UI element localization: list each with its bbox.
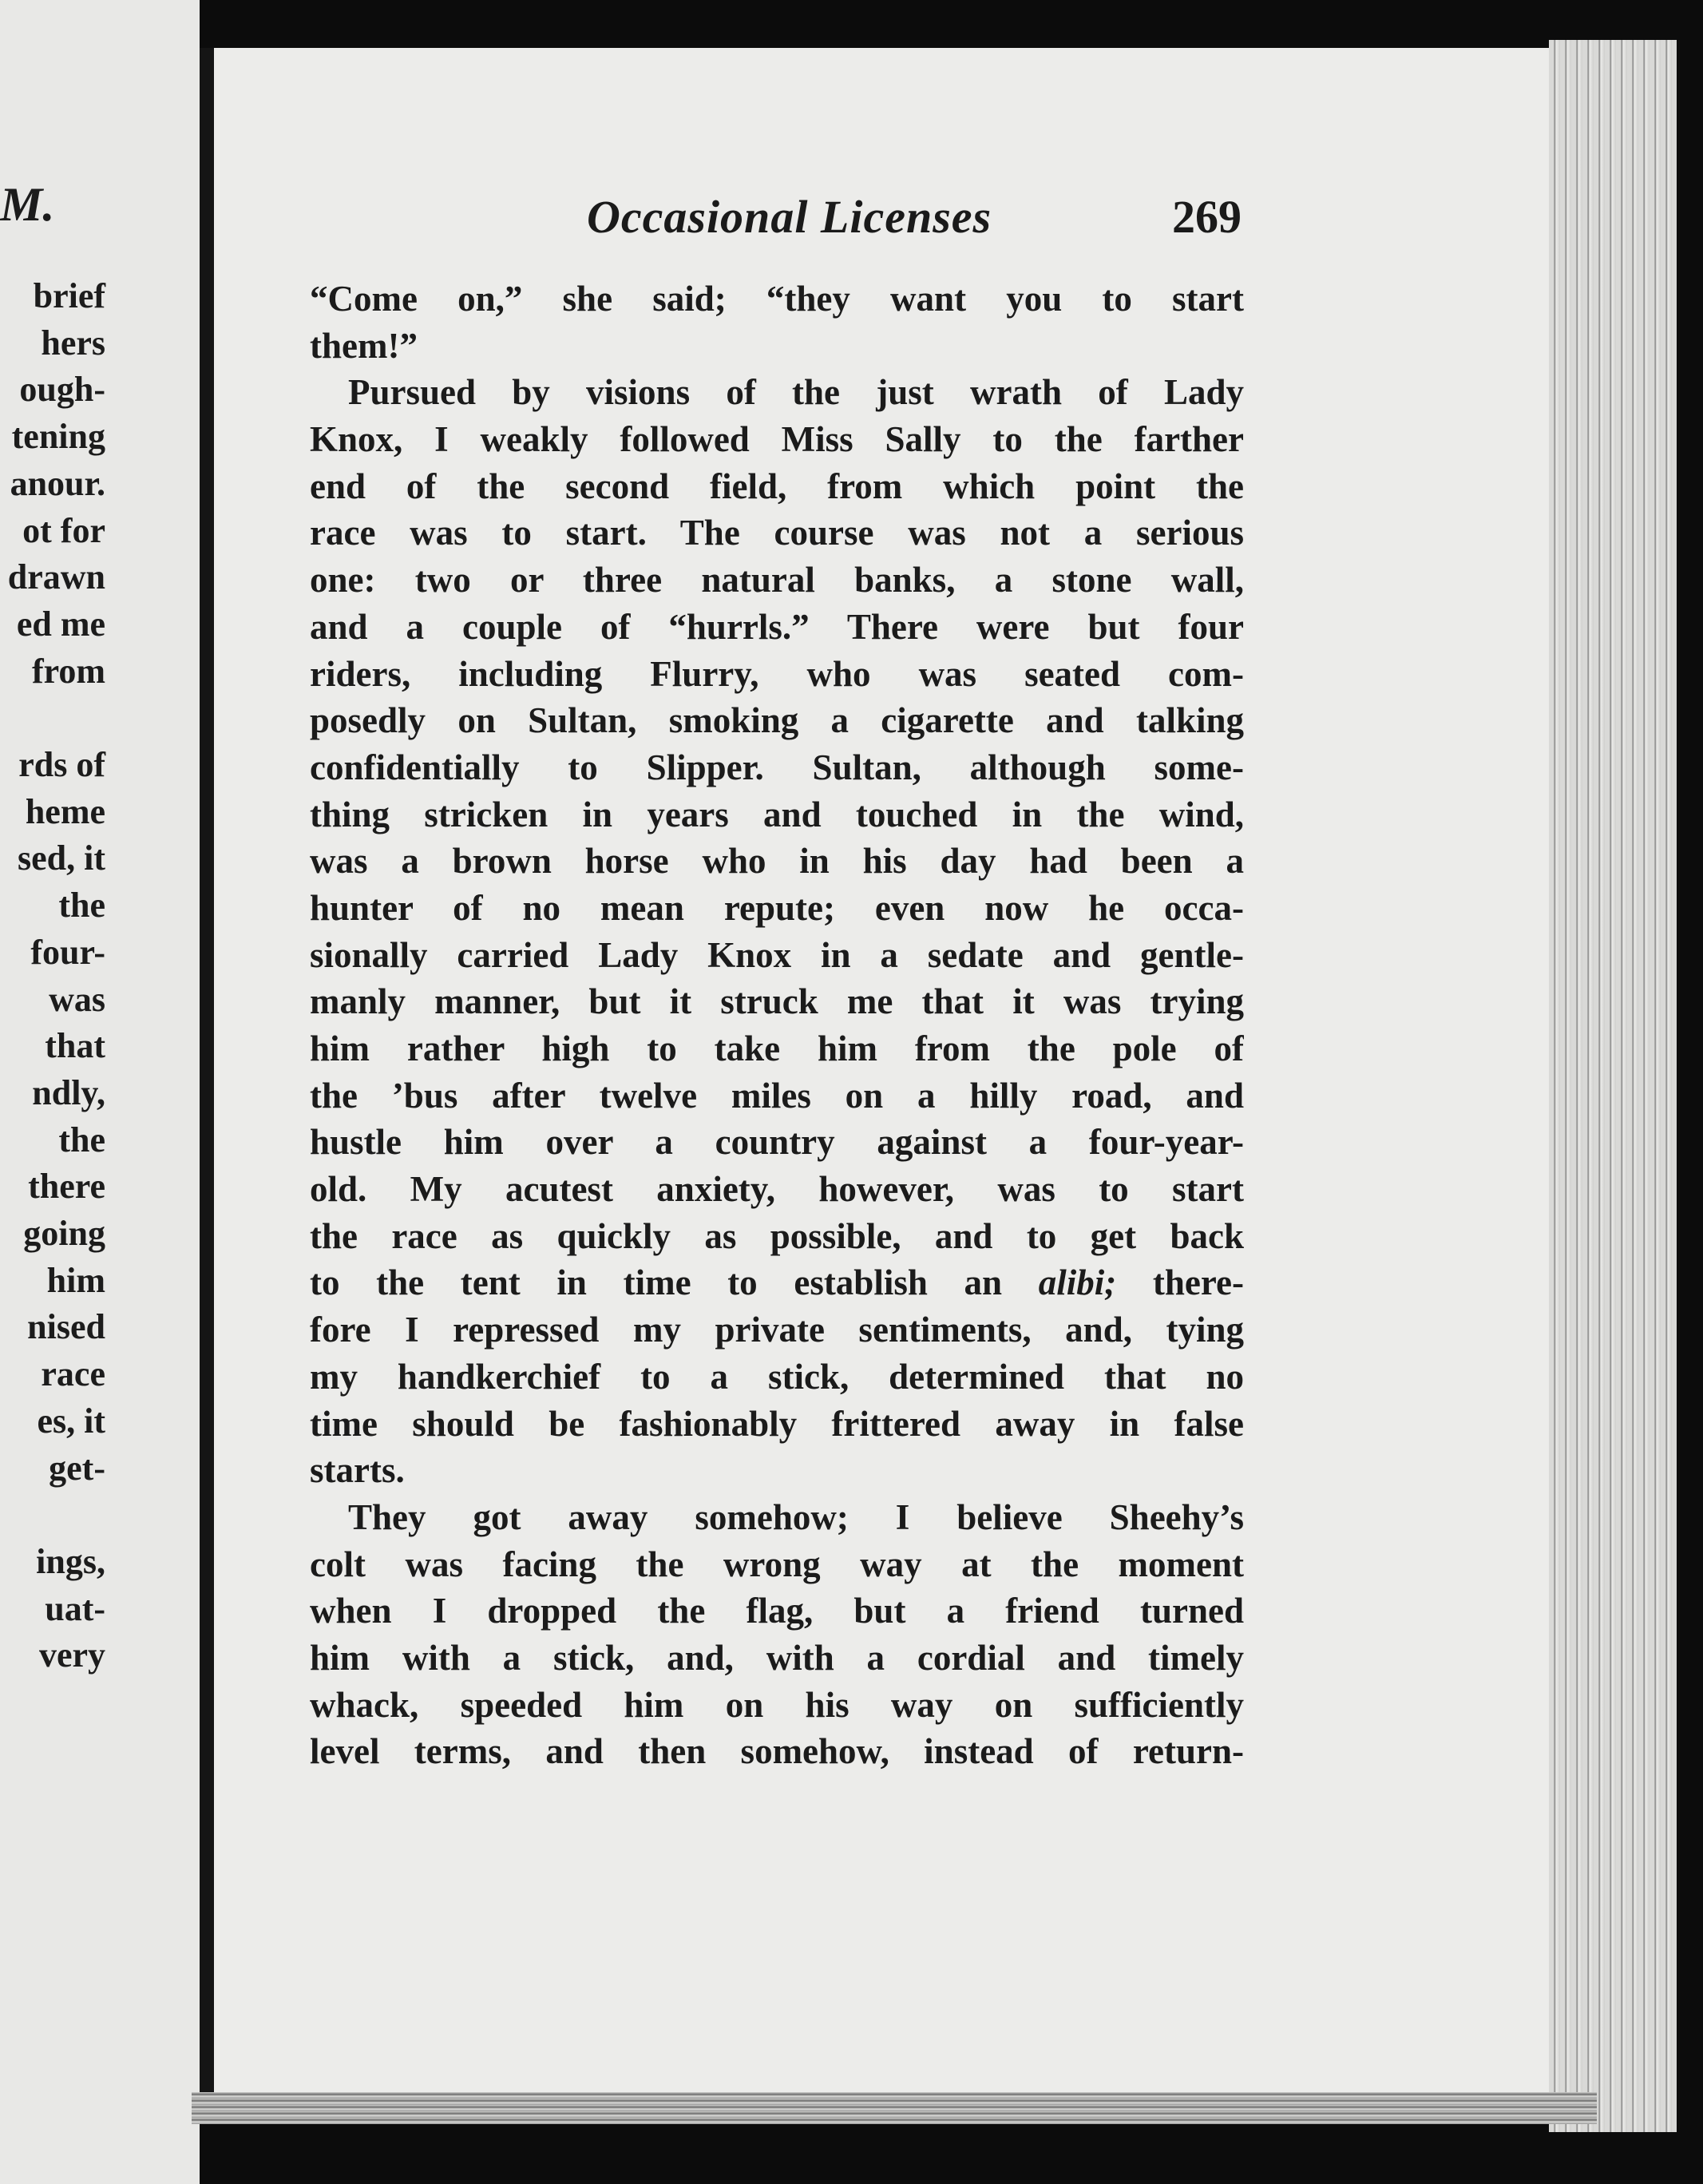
text-line: “Come on,” she said; “they want you to start	[310, 279, 1244, 319]
text-line: the race as quickly as possible, and to get back	[310, 1215, 1244, 1256]
left-page-line: sed, it	[18, 838, 105, 878]
left-page-line: ings,	[36, 1541, 105, 1581]
left-page-line: drawn	[7, 557, 105, 597]
left-page-line: uat-	[45, 1588, 105, 1628]
text-line: the ’bus after twelve miles on a hilly road, and	[310, 1075, 1244, 1116]
text-line: They got away somehow; I believe Sheehy’s	[348, 1496, 1244, 1537]
page-number: 269	[1172, 191, 1242, 243]
text-line: Knox, I weakly followed Miss Sally to the farther	[310, 419, 1244, 460]
text-line: them!”	[310, 325, 418, 366]
text-line: one: two or three natural banks, a stone wall,	[310, 560, 1244, 601]
left-page-line: was	[49, 979, 105, 1019]
left-page-line: him	[46, 1260, 105, 1300]
text-line: fore I repressed my private sentiments, and, tying	[310, 1310, 1244, 1350]
left-page-line: that	[45, 1026, 105, 1066]
text-line: was a brown horse who in his day had been a	[310, 841, 1244, 882]
left-page-line: ndly,	[32, 1072, 105, 1112]
body-text	[310, 275, 1244, 1775]
left-page-line: nised	[27, 1307, 105, 1347]
text-line: and a couple of “hurrls.” There were but four	[310, 606, 1244, 647]
left-page-line: tening	[11, 417, 105, 457]
left-page-line: there	[28, 1167, 105, 1207]
left-page-line: from	[31, 651, 105, 691]
left-page-line: get-	[49, 1448, 105, 1488]
text-line: riders, including Flurry, who was seated com-	[310, 653, 1244, 694]
book-gutter	[200, 48, 214, 2116]
text-line: my handkerchief to a stick, determined that no	[310, 1356, 1244, 1397]
left-page-line: anour.	[10, 463, 105, 503]
text-line: whack, speeded him on his way on sufficiently	[310, 1684, 1244, 1725]
text-line: race was to start. The course was not a serious	[310, 513, 1244, 553]
left-page-fragment	[0, 0, 200, 2184]
left-page-line: es, it	[37, 1401, 105, 1441]
text-line: when I dropped the flag, but a friend turned	[310, 1591, 1244, 1631]
text-line: sionally carried Lady Knox in a sedate and gentle-	[310, 934, 1244, 975]
text-line: level terms, and then somehow, instead of return-	[310, 1731, 1244, 1772]
left-page-line: very	[38, 1635, 105, 1675]
text-line: confidentially to Slipper. Sultan, although some-	[310, 747, 1244, 787]
text-line: posedly on Sultan, smoking a cigarette and talking	[310, 700, 1244, 741]
text-line: hustle him over a country against a four-year-	[310, 1122, 1244, 1163]
text-line: Pursued by visions of the just wrath of Lady	[348, 372, 1244, 413]
italic-word: alibi;	[1038, 1262, 1117, 1303]
left-page-line: ough-	[19, 370, 105, 410]
left-page-line: ot for	[22, 510, 105, 550]
left-page-line: brief	[33, 276, 105, 315]
text-line: colt was facing the wrong way at the moment	[310, 1544, 1244, 1584]
bottom-page-edges	[192, 2092, 1597, 2124]
left-page-line: race	[41, 1354, 105, 1394]
text-line: thing stricken in years and touched in the wind,	[310, 794, 1244, 834]
left-page-line: four-	[30, 932, 105, 972]
page-edges	[1549, 40, 1677, 2132]
text-segment: to the tent in time to establish an	[310, 1262, 1003, 1303]
left-page-line: heme	[25, 791, 105, 831]
text-line: old. My acutest anxiety, however, was to start	[310, 1169, 1244, 1210]
left-page-line: ed me	[16, 604, 105, 644]
left-page-line: hers	[41, 323, 105, 363]
left-page-line: the	[58, 886, 105, 926]
text-line: starts.	[310, 1450, 405, 1491]
text-segment: there-	[1152, 1262, 1244, 1303]
text-line: end of the second field, from which point the	[310, 466, 1244, 506]
text-line: him rather high to take him from the pole of	[310, 1029, 1244, 1068]
left-page-heading: M.	[0, 178, 55, 231]
left-page-line: rds of	[18, 745, 105, 784]
text-line: time should be fashionably frittered away in false	[310, 1403, 1244, 1444]
text-line: manly manner, but it struck me that it was trying	[310, 981, 1244, 1022]
text-line: him with a stick, and, with a cordial and timely	[310, 1637, 1244, 1678]
left-page-line: the	[58, 1120, 105, 1159]
text-line: hunter of no mean repute; even now he occa-	[310, 887, 1244, 928]
running-head: Occasional Licenses	[587, 191, 992, 243]
left-page-line: going	[23, 1214, 105, 1253]
text-line-with-italic	[310, 1259, 1244, 1306]
